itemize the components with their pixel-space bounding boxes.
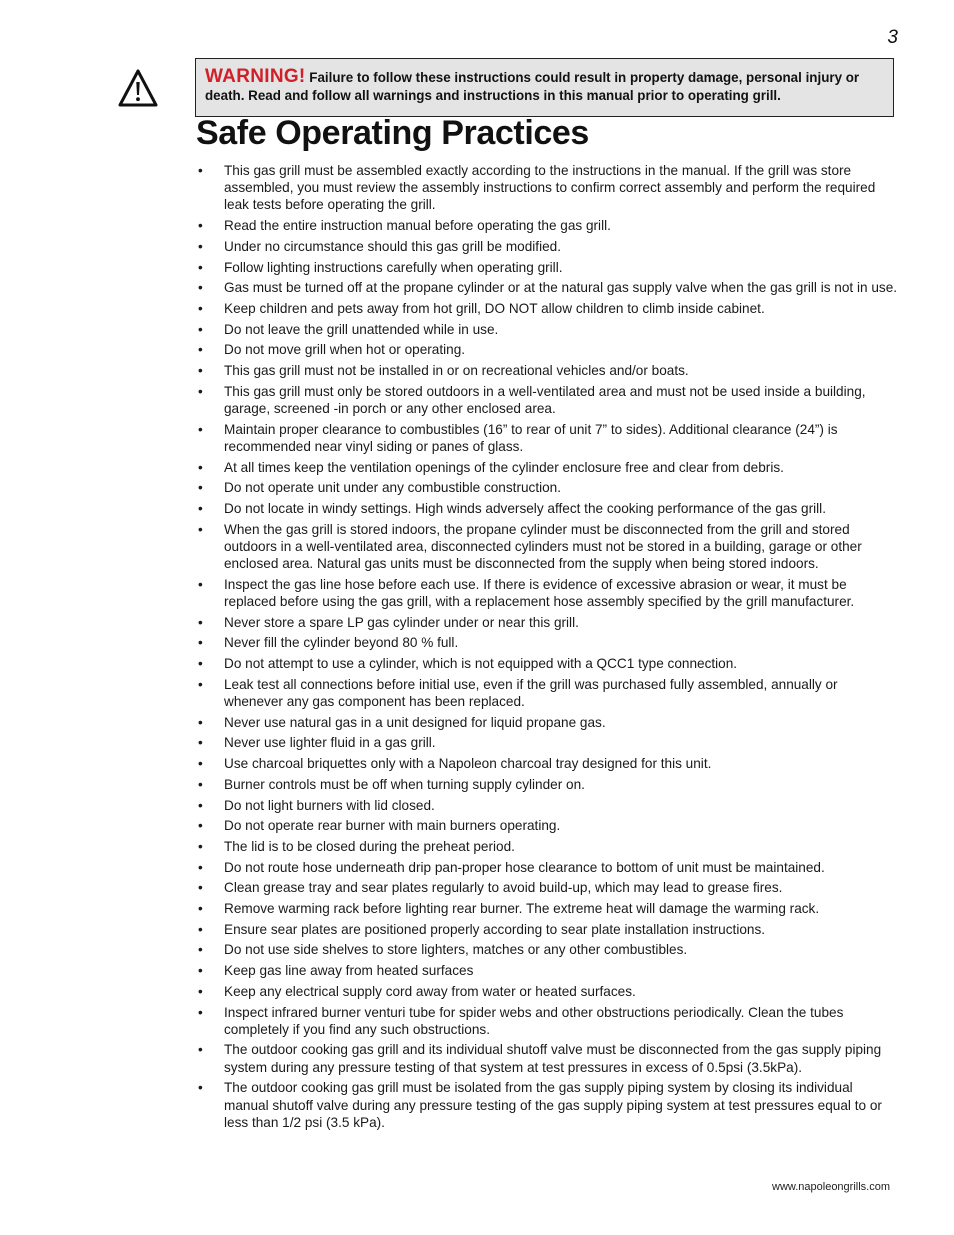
bullet-text: Ensure sear plates are positioned properly according to sear plate installation instructions.	[224, 921, 766, 937]
bullet-dot: •	[198, 521, 203, 537]
bullet-text: Use charcoal briquettes only with a Napoleon charcoal tray designed for this unit.	[224, 756, 712, 772]
bullet-dot: •	[198, 576, 203, 592]
bullet-item	[198, 500, 900, 517]
bullet-dot: •	[198, 363, 203, 379]
bullet-text: Maintain proper clearance to combustibles (16” to rear of unit 7” to sides). Additional clearance (24”) is recommended near vinyl siding or panes of glass.	[224, 421, 838, 454]
bullet-item	[198, 576, 900, 610]
bullet-text: Gas must be turned off at the propane cylinder or at the natural gas supply valve when the gas grill is not in use.	[224, 280, 898, 296]
bullet-item	[198, 1041, 900, 1075]
bullet-item	[198, 838, 900, 855]
bullet-item	[198, 362, 900, 379]
bullet-text: Do not attempt to use a cylinder, which is not equipped with a QCC1 type connection.	[224, 656, 738, 672]
bullet-text: The lid is to be closed during the preheat period.	[224, 838, 515, 854]
bullet-dot: •	[198, 635, 203, 651]
bullet-item	[198, 634, 900, 651]
bullet-text: Do not light burners with lid closed.	[224, 797, 435, 813]
bullet-item	[198, 162, 900, 214]
bullet-item	[198, 238, 900, 255]
bullet-dot: •	[198, 880, 203, 896]
bullet-text: This gas grill must not be installed in or on recreational vehicles and/or boats.	[224, 363, 689, 379]
bullet-item	[198, 1079, 900, 1131]
bullet-text: The outdoor cooking gas grill and its individual shutoff valve must be disconnected from the gas supply piping system during any pressure testing of that system at test pressures in excess of 0.5psi (3.5kPa).	[224, 1042, 882, 1075]
bullet-dot: •	[198, 459, 203, 475]
bullet-dot: •	[198, 735, 203, 751]
bullet-dot: •	[198, 676, 203, 692]
page-number: 3	[887, 27, 898, 48]
bullet-text: This gas grill must only be stored outdoors in a well-ventilated area and must not be used inside a building, garage, screened -in porch or any other enclosed area.	[224, 383, 866, 416]
bullet-item	[198, 217, 900, 234]
bullet-item	[198, 321, 900, 338]
footer-url: www.napoleongrills.com	[772, 1181, 890, 1193]
bullet-text: The outdoor cooking gas grill must be isolated from the gas supply piping system by closing its individual manual shutoff valve during any pressure testing of the gas supply piping system at test pressures equal to or less than 1/2 psi (3.5 kPa).	[224, 1080, 882, 1130]
bullet-text: Never fill the cylinder beyond 80 % full.	[224, 635, 459, 651]
bullet-text: Keep children and pets away from hot grill, DO NOT allow children to climb inside cabinet.	[224, 300, 765, 316]
bullet-dot: •	[198, 321, 203, 337]
bullet-text: Follow lighting instructions carefully when operating grill.	[224, 259, 563, 275]
bullet-text: Do not operate rear burner with main burners operating.	[224, 818, 561, 834]
bullet-item	[198, 521, 900, 573]
bullet-dot: •	[198, 300, 203, 316]
bullet-dot: •	[198, 942, 203, 958]
warning-triangle-icon	[117, 68, 159, 108]
bullet-dot: •	[198, 1080, 203, 1096]
bullet-text: At all times keep the ventilation openings of the cylinder enclosure free and clear from debris.	[224, 459, 784, 475]
bullet-dot: •	[198, 921, 203, 937]
bullet-text: Under no circumstance should this gas grill be modified.	[224, 238, 561, 254]
bullet-text: Leak test all connections before initial use, even if the grill was purchased fully assembled, annually or whenever any gas component has been replaced.	[224, 676, 838, 709]
bullet-dot: •	[198, 614, 203, 630]
bullet-dot: •	[198, 818, 203, 834]
bullet-item	[198, 734, 900, 751]
bullet-dot: •	[198, 656, 203, 672]
bullet-text: Do not operate unit under any combustible construction.	[224, 480, 562, 496]
bullet-text: Never store a spare LP gas cylinder under or near this grill.	[224, 614, 579, 630]
bullet-dot: •	[198, 421, 203, 437]
bullet-item	[198, 1004, 900, 1038]
bullet-dot: •	[198, 776, 203, 792]
bullet-item	[198, 797, 900, 814]
safety-bullet-list	[198, 162, 900, 1134]
bullet-item	[198, 714, 900, 731]
bullet-item	[198, 859, 900, 876]
bullet-item	[198, 879, 900, 896]
bullet-item	[198, 479, 900, 496]
warning-box	[195, 58, 894, 117]
bullet-item	[198, 676, 900, 710]
warning-label: WARNING!	[205, 66, 306, 87]
bullet-dot: •	[198, 1004, 203, 1020]
bullet-dot: •	[198, 480, 203, 496]
bullet-item	[198, 941, 900, 958]
bullet-dot: •	[198, 756, 203, 772]
bullet-text: Inspect the gas line hose before each use. If there is evidence of excessive abrasion or wear, it must be replaced before using the gas grill, with a replacement hose assembly specified by the grill manufacturer.	[224, 576, 855, 609]
bullet-text: Keep gas line away from heated surfaces	[224, 963, 474, 979]
bullet-item	[198, 259, 900, 276]
bullet-dot: •	[198, 797, 203, 813]
bullet-item	[198, 421, 900, 455]
bullet-item	[198, 300, 900, 317]
bullet-dot: •	[198, 218, 203, 234]
bullet-item	[198, 755, 900, 772]
bullet-item	[198, 776, 900, 793]
bullet-dot: •	[198, 1042, 203, 1058]
bullet-text: Do not locate in windy settings. High winds adversely affect the cooking performance of the gas grill.	[224, 500, 826, 516]
bullet-item	[198, 817, 900, 834]
bullet-dot: •	[198, 901, 203, 917]
bullet-dot: •	[198, 280, 203, 296]
bullet-text: Remove warming rack before lighting rear burner. The extreme heat will damage the warming rack.	[224, 901, 820, 917]
bullet-item	[198, 341, 900, 358]
page-title: Safe Operating Practices	[196, 114, 589, 152]
bullet-item	[198, 655, 900, 672]
bullet-text: Do not use side shelves to store lighters, matches or any other combustibles.	[224, 942, 688, 958]
bullet-text: Clean grease tray and sear plates regularly to avoid build-up, which may lead to grease fires.	[224, 880, 783, 896]
bullet-item	[198, 962, 900, 979]
bullet-text: This gas grill must be assembled exactly according to the instructions in the manual. If the grill was store assembled, you must review the assembly instructions to confirm correct assembly and perform the required leak tests before operating the grill.	[224, 163, 876, 213]
bullet-dot: •	[198, 838, 203, 854]
bullet-item	[198, 279, 900, 296]
bullet-text: Read the entire instruction manual before operating the gas grill.	[224, 218, 611, 234]
bullet-dot: •	[198, 383, 203, 399]
bullet-dot: •	[198, 259, 203, 275]
bullet-dot: •	[198, 859, 203, 875]
bullet-dot: •	[198, 963, 203, 979]
bullet-item	[198, 383, 900, 417]
bullet-text: When the gas grill is stored indoors, the propane cylinder must be disconnected from the grill and stored outdoors in a well-ventilated area, disconnected cylinders must not be stored in a building, garage or other enclosed area. Natural gas units must be disconnected from the supply when being stored indoors.	[224, 521, 862, 572]
bullet-dot: •	[198, 238, 203, 254]
bullet-dot: •	[198, 500, 203, 516]
bullet-item	[198, 614, 900, 631]
bullet-text: Never use lighter fluid in a gas grill.	[224, 735, 436, 751]
bullet-text: Do not move grill when hot or operating.	[224, 342, 466, 358]
bullet-text: Burner controls must be off when turning supply cylinder on.	[224, 776, 585, 792]
bullet-text: Do not leave the grill unattended while in use.	[224, 321, 499, 337]
bullet-dot: •	[198, 714, 203, 730]
bullet-dot: •	[198, 983, 203, 999]
bullet-text: Inspect infrared burner venturi tube for spider webs and other obstructions periodically. Clean the tubes completely if you find any such obstructions.	[224, 1004, 844, 1037]
bullet-item	[198, 900, 900, 917]
bullet-text: Never use natural gas in a unit designed for liquid propane gas.	[224, 714, 606, 730]
bullet-text: Keep any electrical supply cord away from water or heated surfaces.	[224, 983, 636, 999]
bullet-item	[198, 921, 900, 938]
bullet-text: Do not route hose underneath drip pan-proper hose clearance to bottom of unit must be maintained.	[224, 859, 825, 875]
bullet-dot: •	[198, 163, 203, 178]
bullet-item	[198, 983, 900, 1000]
warning-text: Failure to follow these instructions could result in property damage, personal injury or death. Read and follow all warnings and instructions in this manual prior to operating grill.	[205, 70, 860, 103]
bullet-item	[198, 459, 900, 476]
bullet-dot: •	[198, 342, 203, 358]
